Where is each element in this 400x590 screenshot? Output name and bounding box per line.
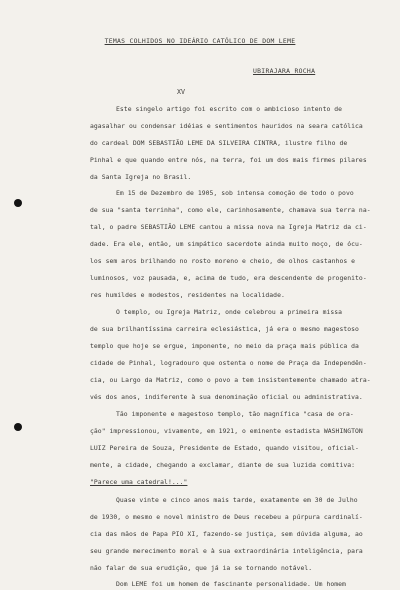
text-line: O templo, ou Igreja Matriz, onde celebrou a primeira missa	[116, 308, 343, 316]
text-line: seu grande merecimento moral e à sua extraordinária inteligência, para	[90, 547, 363, 555]
text-line: LUIZ Pereira de Souza, Presidente de Estado, quando visitou, oficial-	[90, 444, 359, 452]
text-line: não falar de sua erudição, que já ia se tornando notável.	[90, 564, 313, 572]
text-line: ção" impressionou, vivamente, em 1921, o eminente estadista WASHINGTON	[90, 427, 363, 435]
document-title: TEMAS COLHIDOS NO IDEÁRIO CATÓLICO DE DOM LEME	[104, 37, 296, 45]
text-line: "Parece uma catedral!..."	[90, 478, 188, 486]
text-line: templo que hoje se ergue, imponente, no meio da praça mais pública da	[90, 342, 359, 350]
text-line: da Santa Igreja no Brasil.	[90, 173, 192, 181]
text-line: Este singelo artigo foi escrito com o ambicioso intento de	[116, 105, 343, 113]
text-line: cia, ou Largo da Matriz, como o povo a tem insistentemente chamado atra-	[90, 376, 371, 384]
text-line: res humildes e modestos, residentes na localidade.	[90, 291, 285, 299]
text-line: mente, a cidade, chegando a exclamar, diante de sua luzida comitiva:	[90, 461, 356, 469]
text-line: Em 15 de Dezembro de 1905, sob intensa comoção de todo o povo	[116, 189, 354, 197]
binder-hole	[14, 423, 22, 431]
chapter-number: XV	[177, 88, 185, 96]
text-line: de sua brilhantíssima carreira eclesiástica, já era o mesmo magestoso	[90, 325, 359, 333]
text-line: Dom LEME foi um homem de fascinante personalidade. Um homem	[116, 580, 346, 588]
text-line: tal, o padre SEBASTIÃO LEME cantou a missa nova na Igreja Matriz da ci-	[90, 223, 367, 231]
text-line: do cardeal DOM SEBASTIÃO LEME DA SILVEIRA CINTRA, ilustre filho de	[90, 139, 348, 147]
text-line: cia das mãos de Papa PIO XI, fazendo-se justiça, sem dúvida alguma, ao	[90, 530, 363, 538]
author-name: UBIRAJARA ROCHA	[253, 67, 316, 75]
text-line: agasalhar ou condensar idéias e sentimentos hauridos na seara católica	[90, 122, 363, 130]
text-line: Pinhal e que quando entre nós, na terra, foi um dos mais firmes pilares	[90, 156, 367, 164]
text-line: cidade de Pinhal, logradouro que ostenta o nome de Praça da Independên-	[90, 359, 367, 367]
text-line: dade. Era ele, então, um simpático sacerdote ainda muito moço, de ócu-	[90, 240, 363, 248]
text-line: Quase vinte e cinco anos mais tarde, exatamente em 30 de Julho	[116, 496, 358, 504]
binder-hole	[14, 199, 22, 207]
text-line: de 1930, o mesmo e novel ministro de Deus recebeu a púrpura cardinalí-	[90, 513, 363, 521]
text-line: de sua "santa terrinha", como ele, carinhosamente, chamava sua terra na-	[90, 206, 371, 214]
text-line: luminosos, voz pausada, e, acima de tudo, era descendente de progenito-	[90, 274, 367, 282]
text-line: los sem aros brilhando no rosto moreno e cheio, de olhos castanhos e	[90, 257, 356, 265]
text-line: Tão imponente e magestoso templo, tão magnífica "casa de ora-	[116, 410, 354, 418]
text-line: vés dos anos, indiferente à sua denominação oficial ou administrativa.	[90, 393, 363, 401]
